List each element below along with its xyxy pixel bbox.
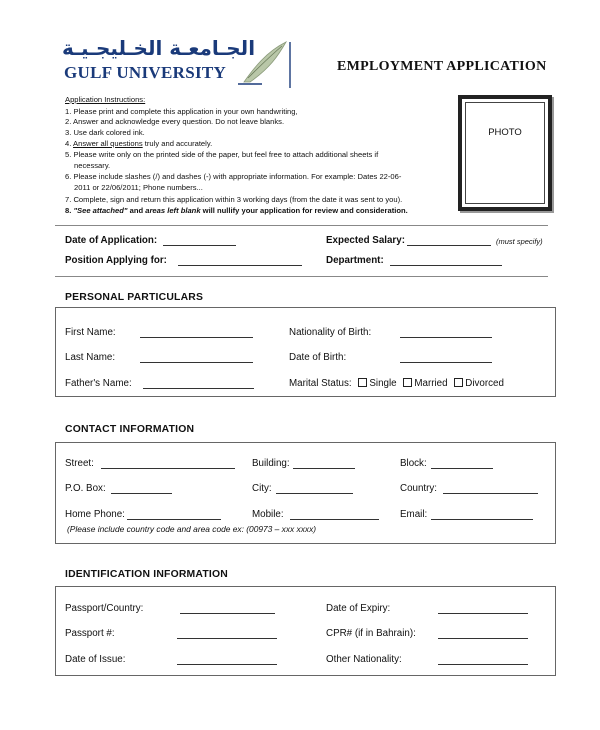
divider (55, 276, 548, 277)
building-field[interactable] (293, 458, 355, 469)
instruction-text: truly and accurately. (142, 139, 213, 148)
instruction-text: will nullify your application for review and consideration. (200, 206, 408, 215)
street-label: Street: (65, 458, 94, 469)
first-name-label: First Name: (65, 327, 116, 338)
passport-country-label: Passport/Country: (65, 603, 144, 614)
divorced-checkbox[interactable] (454, 378, 463, 387)
block-label: Block: (400, 458, 427, 469)
date-of-issue-field[interactable] (177, 654, 277, 665)
personal-particulars-heading: PERSONAL PARTICULARS (65, 292, 204, 303)
instruction-text: 4. (65, 139, 74, 148)
email-field[interactable] (431, 509, 533, 520)
phone-format-note: (Please include country code and area code ex: (00973 – xxx xxxx) (67, 524, 317, 534)
position-applying-field[interactable] (178, 255, 302, 266)
instructions-heading: Application Instructions: (65, 95, 146, 104)
photo-box[interactable] (458, 95, 552, 211)
po-box-field[interactable] (111, 483, 172, 494)
date-of-birth-label: Date of Birth: (289, 352, 347, 363)
first-name-field[interactable] (140, 327, 253, 338)
instruction-text: Answer all questions (73, 139, 143, 148)
instruction-item: 6. Please include slashes (/) and dashes (-) with appropriate information. For example: Dates 22-06- (65, 172, 402, 181)
instruction-text: areas left blank (145, 206, 201, 215)
fathers-name-label: Father's Name: (65, 378, 132, 389)
country-label: Country: (400, 483, 438, 494)
department-field[interactable] (390, 255, 502, 266)
instruction-item: 5. Please write only on the printed side of the paper, but feel free to attach additional sheets if (65, 150, 379, 159)
instruction-text: 8. (65, 206, 74, 215)
date-of-application-label: Date of Application: (65, 235, 158, 246)
passport-number-field[interactable] (177, 628, 277, 639)
instruction-text: and (127, 206, 146, 215)
university-name: GULF UNIVERSITY (64, 63, 227, 82)
photo-label: PHOTO (488, 127, 522, 138)
date-of-application-field[interactable] (163, 235, 236, 246)
block-field[interactable] (431, 458, 493, 469)
divider (55, 225, 548, 226)
cpr-label: CPR# (if in Bahrain): (326, 628, 416, 639)
married-label: Married (414, 378, 448, 389)
instruction-item: 2. Answer and acknowledge every question. Do not leave blanks. (65, 117, 285, 126)
instruction-item: 3. Use dark colored ink. (65, 128, 145, 137)
date-of-issue-label: Date of Issue: (65, 654, 126, 665)
instruction-item: 2011 or 22/06/2011; Phone numbers... (74, 183, 203, 192)
home-phone-field[interactable] (127, 509, 221, 520)
po-box-label: P.O. Box: (65, 483, 106, 494)
divorced-label: Divorced (465, 378, 504, 389)
nationality-of-birth-label: Nationality of Birth: (289, 327, 372, 338)
other-nationality-label: Other Nationality: (326, 654, 402, 665)
email-label: Email: (400, 509, 428, 520)
fathers-name-field[interactable] (143, 378, 254, 389)
instruction-item-8 (65, 206, 408, 216)
last-name-label: Last Name: (65, 352, 116, 363)
country-field[interactable] (443, 483, 538, 494)
mobile-field[interactable] (290, 509, 379, 520)
instruction-text: "See attached" (73, 206, 128, 215)
city-label: City: (252, 483, 272, 494)
instruction-item: necessary. (74, 161, 111, 170)
marital-status-row (289, 378, 504, 389)
last-name-field[interactable] (140, 352, 253, 363)
expected-salary-label: Expected Salary: (326, 235, 405, 246)
instruction-item: 1. Please print and complete this application in your own handwriting, (65, 107, 298, 116)
date-of-expiry-field[interactable] (438, 603, 528, 614)
university-arabic-name: الجـامعـة الخـليجـيـة (62, 36, 256, 60)
department-label: Department: (326, 255, 384, 266)
married-checkbox[interactable] (403, 378, 412, 387)
must-specify-note: (must specify) (496, 237, 543, 246)
expected-salary-field[interactable] (407, 235, 491, 246)
university-logo-quill-icon (236, 38, 294, 90)
home-phone-label: Home Phone: (65, 509, 125, 520)
cpr-field[interactable] (438, 628, 528, 639)
identification-information-heading: IDENTIFICATION INFORMATION (65, 569, 228, 580)
date-of-birth-field[interactable] (400, 352, 492, 363)
other-nationality-field[interactable] (438, 654, 528, 665)
instruction-item-4 (65, 139, 212, 149)
street-field[interactable] (101, 458, 235, 469)
nationality-of-birth-field[interactable] (400, 327, 492, 338)
passport-country-field[interactable] (180, 603, 275, 614)
mobile-label: Mobile: (252, 509, 284, 520)
building-label: Building: (252, 458, 290, 469)
instruction-item: 7. Complete, sign and return this application within 3 working days (from the date it was sent to you). (65, 195, 403, 204)
single-label: Single (369, 378, 397, 389)
city-field[interactable] (276, 483, 353, 494)
marital-status-label: Marital Status: (289, 378, 352, 389)
passport-number-label: Passport #: (65, 628, 115, 639)
position-applying-label: Position Applying for: (65, 255, 167, 266)
single-checkbox[interactable] (358, 378, 367, 387)
form-title: EMPLOYMENT APPLICATION (337, 59, 547, 74)
date-of-expiry-label: Date of Expiry: (326, 603, 391, 614)
contact-information-heading: CONTACT INFORMATION (65, 424, 195, 435)
